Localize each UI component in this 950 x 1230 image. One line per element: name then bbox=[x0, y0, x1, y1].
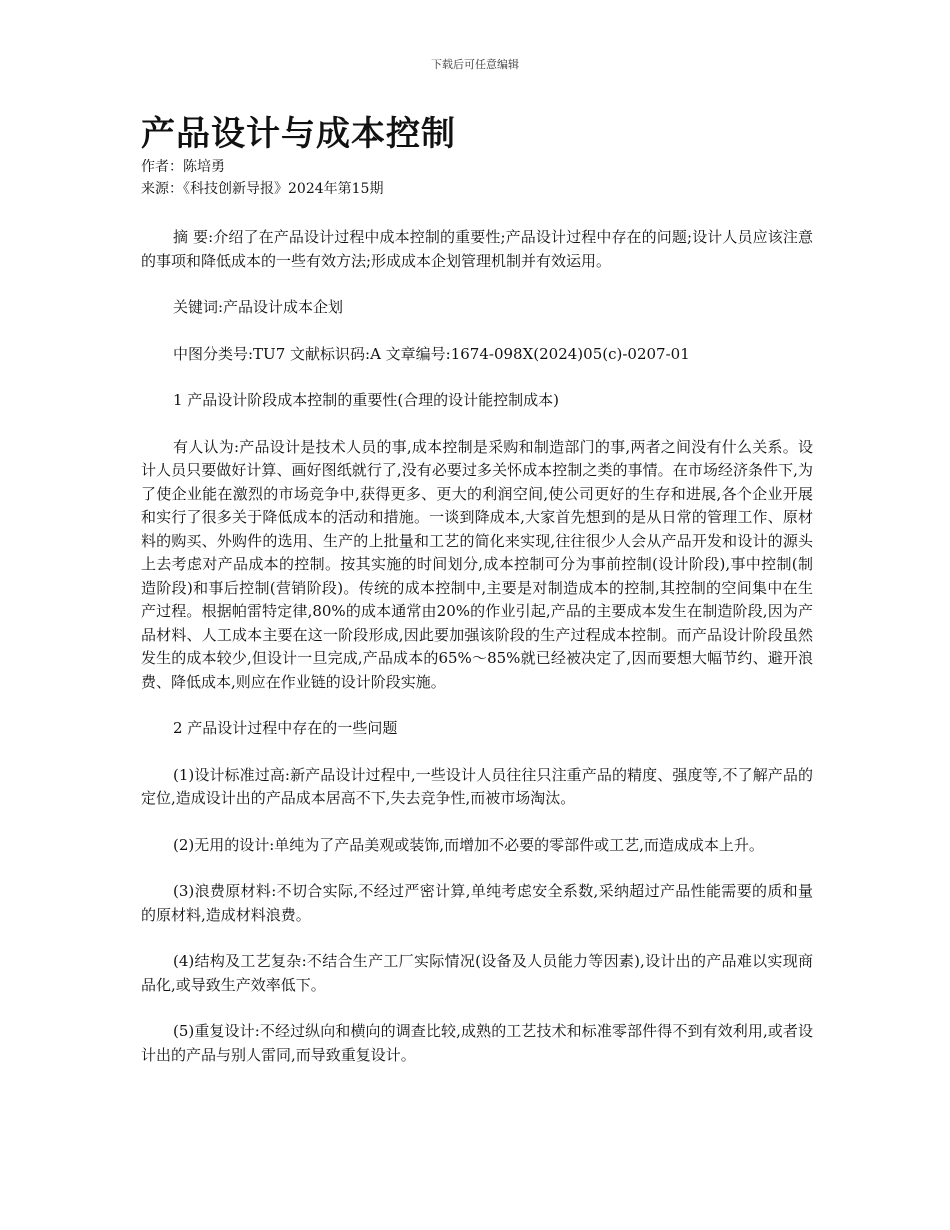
problem-item-3: (3)浪费原材料:不切合实际,不经过严密计算,单纯考虑安全系数,采纳超过产品性能需要的质和量的原材料,造成材料浪费。 bbox=[141, 882, 813, 924]
article-author: 作者：陈培勇 bbox=[141, 159, 225, 175]
problem-item-1: (1)设计标准过高:新产品设计过程中,一些设计人员往往只注重产品的精度、强度等,不了解产品的定位,造成设计出的产品成本居高不下,失去竞争性,而被市场淘汰。 bbox=[141, 765, 813, 807]
problem-item-4: (4)结构及工艺复杂:不结合生产工厂实际情况(设备及人员能力等因素),设计出的产品难以实现商品化,或导致生产效率低下。 bbox=[141, 952, 813, 994]
header-note: 下载后可任意编辑 bbox=[431, 58, 519, 71]
problem-item-2: (2)无用的设计:单纯为了产品美观或装饰,而增加不必要的零部件或工艺,而造成成本上升。 bbox=[173, 835, 764, 854]
section-1-paragraph: 有人认为:产品设计是技术人员的事,成本控制是采购和制造部门的事,两者之间没有什么关系。设计人员只要做好计算、画好图纸就行了,没有必要过多关怀成本控制之类的事情。在市场经济条件下,为了使企业能在激烈的市场竞争中,获得更多、更大的利润空间,使公司更好的生存和进展,各个企业开展和实行了很多关于降低成本的活动和措施。一谈到降成本,大家首先想到的是从日常的管理工作、原材料的购买、外购件的选用、生产的上批量和工艺的简化来实现,往往很少人会从产品开发和设计的源头上去考虑对产品成本的控制。按其实施的时间划分,成本控制可分为事前控制(设计阶段),事中控制(制造阶段)和事后控制(营销阶段)。传统的成本控制中,主要是对制造成本的控制,其控制的空间集中在生产过程。根据帕雷特定律,80%的成本通常由20%的作业引起,产品的主要成本发生在制造阶段,因为产品材料、人工成本主要在这一阶段形成,因此要加强该阶段的生产过程成本控制。而产品设计阶段虽然发生的成本较少,但设计一旦完成,产品成本的65%～85%就已经被决定了,因而要想大幅节约、避开浪费、降低成本,则应在作业链的设计阶段实施。 bbox=[141, 437, 813, 691]
classification-line: 中图分类号:TU7 文献标识码:A 文章编号:1674-098X(2024)05(c)-0207-01 bbox=[173, 344, 690, 363]
problem-item-5: (5)重复设计:不经过纵向和横向的调查比较,成熟的工艺技术和标准零部件得不到有效利用,或者设计出的产品与别人雷同,而导致重复设计。 bbox=[141, 1022, 813, 1064]
keywords-line: 关键词:产品设计成本企划 bbox=[173, 298, 344, 316]
section-1-heading: 1 产品设计阶段成本控制的重要性(合理的设计能控制成本) bbox=[173, 391, 560, 409]
article-title: 产品设计与成本控制 bbox=[141, 114, 456, 154]
abstract-paragraph: 摘 要:介绍了在产品设计过程中成本控制的重要性;产品设计过程中存在的问题;设计人员应该注意的事项和降低成本的一些有效方法;形成成本企划管理机制并有效运用。 bbox=[141, 228, 813, 270]
article-source: 来源：《科技创新导报》2024年第15期 bbox=[141, 181, 384, 197]
article-body bbox=[141, 112, 813, 1067]
section-2-heading: 2 产品设计过程中存在的一些问题 bbox=[173, 719, 398, 737]
